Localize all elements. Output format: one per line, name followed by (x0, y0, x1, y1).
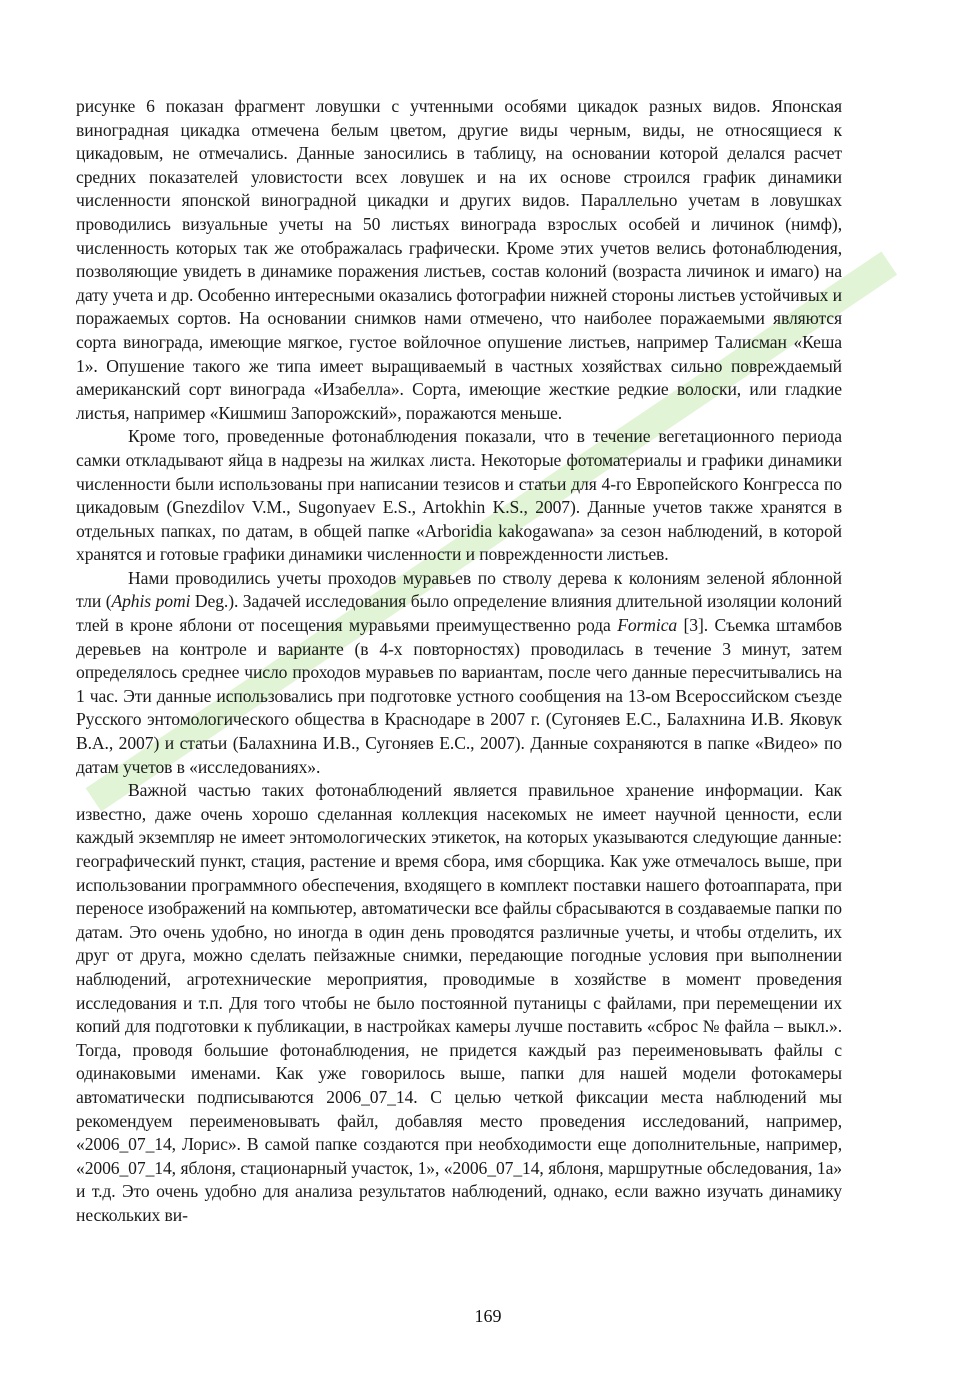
species-name-aphis: Aphis pomi (111, 591, 191, 612)
paragraph-3-part-3: Deg.). Задачей исследования было определение влияния длительной изоляции колоний тлей в кроне яблони от посещения муравьями преимущественно рода (76, 591, 842, 636)
paragraph-3-part-1: Нами проводились учеты проходов муравьев по стволу дерева к колониям зеленой яблонной тли ( (76, 567, 842, 612)
paragraph-4: Важной частью таких фотонаблюдений является правильное хранение информации. Как известно, даже очень хорошо сделанная коллекция насекомых не имеет научной ценности, если каждый экземпляр не имеет энтомологических этикеток, на которых указываются следующие данные: географический пункт, стация, растение и время сбора, имя сборщика. Как уже отмечалось выше, при использовании программного обеспечения, входящего в комплект поставки нашего фотоаппарата, при переносе изображений на компьютер, автоматически все файлы сбрасываются в создаваемые папки по датам. Это очень удобно, но иногда в один день проводятся различные учеты, и чтобы отделить, их друг от друга, можно сделать пейзажные снимки, передающие погодные условия при выполнении наблюдений, агротехнические мероприятия, проводимые в хозяйстве в момент проведения исследования и т.п. Для того чтобы не было постоянной путаницы с файлами, при перемещении их копий для подготовки к публикации, в настройках камеры лучше поставить «сброс № файла – выкл.». Тогда, проводя большие фотонаблюдения, не придется каждый раз переименовывать файлы с одинаковыми именами. Как уже говорилось выше, папки для нашей модели фотокамеры автоматически подписываются 2006_07_14. С целью четкой фиксации места наблюдений мы рекомендуем переименовывать файл, добавляя место проведения исследований, например, «2006_07_14, Лорис». В самой папке создаются при необходимости еще дополнительные, например, «2006_07_14, яблоня, стационарный участок, 1», «2006_07_14, яблоня, маршрутные обследования, 1а» и т.д. Это очень удобно для анализа результатов наблюдений, однако, если важно изучать динамику нескольких ви- (76, 780, 842, 1225)
paragraph-3 (76, 567, 842, 779)
genus-name-formica: Formica (617, 615, 678, 636)
paragraph-3-part-5: [3]. Съемка штамбов деревьев на контроле и варианте (в 4-х повторностях) проводилась в течение 3 минут, затем определялось среднее число проходов муравьев по вариантам, после чего данные пересчитывались на 1 час. Эти данные использовались при подготовке устного сообщения на 13-ом Всероссийском съезде Русского энтомологического общества в Краснодаре в 2007 г. (Сугоняев Е.С., Балахнина И.В. Яковук В.А., 2007) и статьи (Балахнина И.В., Сугоняев Е.С., 2007). Данные сохраняются в папке «Видео» по датам учетов в «исследованиях». (76, 615, 842, 777)
page-number: 169 (474, 1306, 502, 1326)
body-text (76, 95, 842, 1228)
paragraph-2: Кроме того, проведенные фотонаблюдения показали, что в течение вегетационного периода самки откладывают яйца в надрезы на жилках листа. Некоторые фотоматериалы и графики динамики численности были использованы при написании тезисов и статьи для 4-го Европейского Конгресса по цикадовым (Gnezdilov V.M., Sugonyaev E.S., Artokhin K.S., 2007). Данные учетов также хранятся в отдельных папках, по датам, в общей папке «Arboridia kakogawana» за сезон наблюдений, в которой хранятся и готовые графики динамики численности и поврежденности листьев. (76, 426, 842, 565)
paragraph-1: рисунке 6 показан фрагмент ловушки с учтенными особями цикадок разных видов. Японская виноградная цикадка отмечена белым цветом, другие виды черным, виды, не относящиеся к цикадовым, не отмечались. Данные заносились в таблицу, на основании которой делался расчет средних показателей уловистости всех ловушек и на их основе строился график динамики численности японской виноградной цикадки и других видов. Параллельно учетам в ловушках проводились визуальные учеты на 50 листьях винограда взрослых особей и личинок (нимф), численность которых так же отображалась графически. Кроме этих учетов велись фотонаблюдения, позволяющие увидеть в динамике поражения листьев, состав колоний (возраста личинок и имаго) на дату учета и др. Особенно интересными оказались фотографии нижней стороны листьев устойчивых и поражаемых сортов. На основании снимков нами отмечено, что наиболее поражаемыми являются сорта винограда, имеющие мягкое, густое войлочное опушение листьев, например Талисман «Кеша 1». Опушение такого же типа имеет выращиваемый в частных хозяйствах сильно повреждаемый американский сорт винограда «Изабелла». Сорта, имеющие жесткие редкие волоски, или гладкие листья, например «Кишмиш Запорожский», поражаются меньше. (76, 96, 842, 423)
